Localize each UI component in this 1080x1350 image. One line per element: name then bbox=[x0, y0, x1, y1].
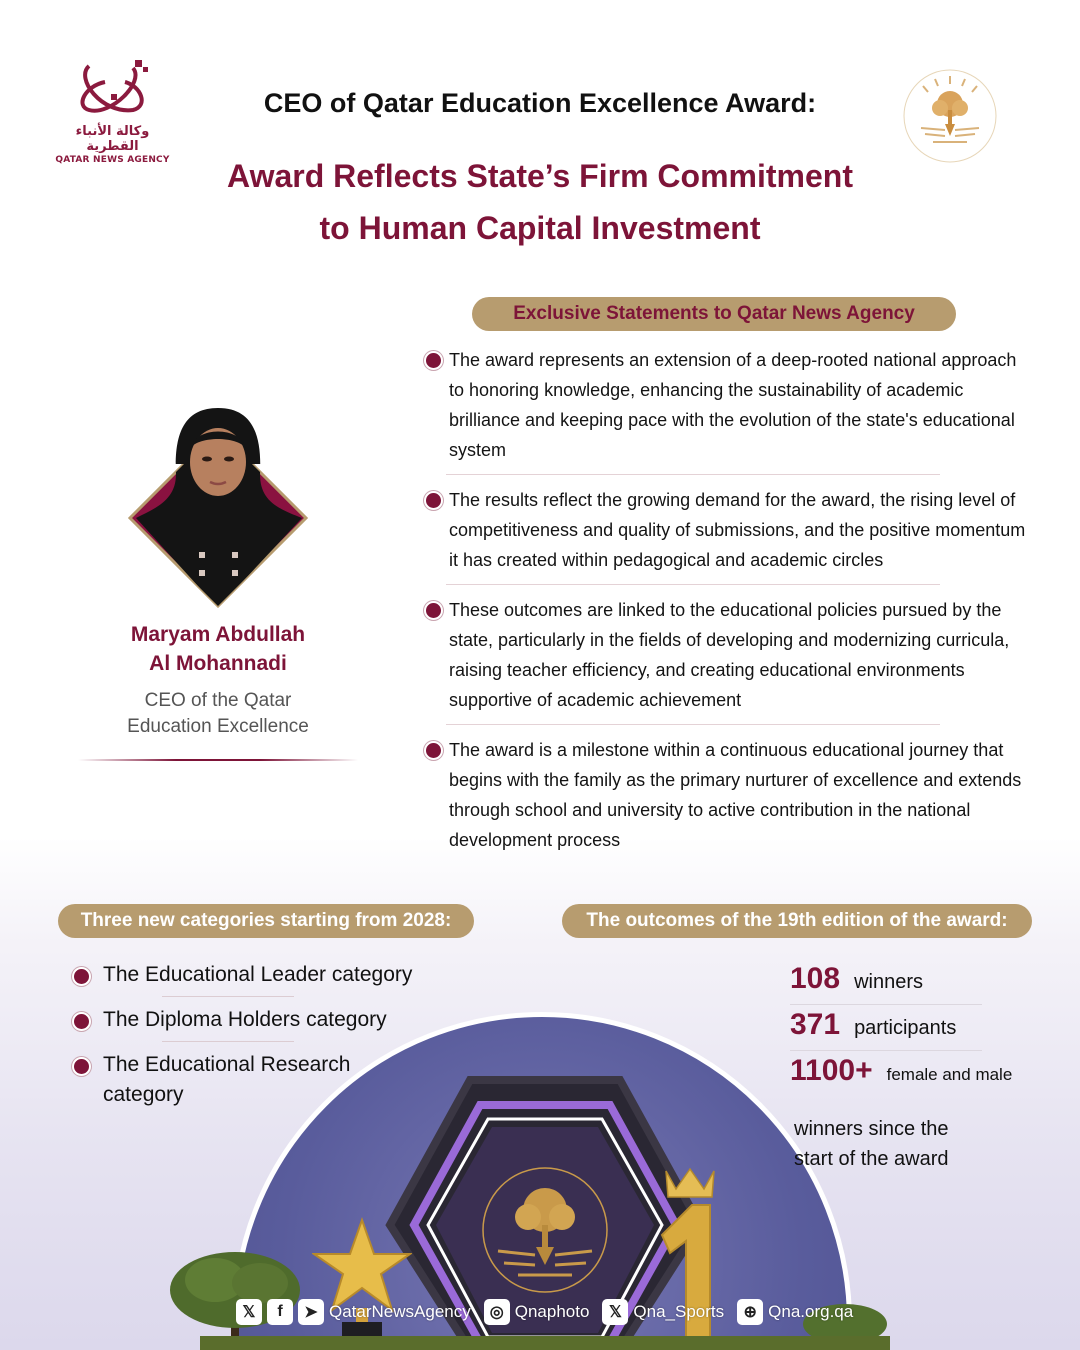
stat-value: 371 bbox=[790, 1008, 841, 1041]
category-text: The Diploma Holders category bbox=[103, 1008, 387, 1031]
bullet-icon bbox=[74, 1014, 89, 1029]
person-title bbox=[60, 688, 376, 740]
outcomes-badge: The outcomes of the 19th edition of the award: bbox=[562, 904, 1032, 938]
social-handle-qnaphoto[interactable]: Qnaphoto bbox=[514, 1302, 590, 1321]
headline-line-2: to Human Capital Investment bbox=[319, 210, 761, 246]
x-icon[interactable]: 𝕏 bbox=[602, 1299, 628, 1325]
bullet-icon bbox=[74, 969, 89, 984]
portrait-photo bbox=[126, 404, 310, 608]
statement-text: The award is a milestone within a continuous educational journey that begins with the family as the primary nurturer of excellence and extends through school and university to active contribution in the national development process bbox=[449, 740, 1022, 850]
statement-item bbox=[424, 485, 1034, 575]
statement-item bbox=[424, 735, 1034, 855]
stat-note-line-2: start of the award bbox=[794, 1148, 949, 1170]
person-name bbox=[60, 620, 376, 678]
publisher-english: QATAR NEWS AGENCY bbox=[55, 155, 170, 165]
stat-label: participants bbox=[854, 1017, 957, 1039]
kicker: CEO of Qatar Education Excellence Award: bbox=[263, 88, 817, 118]
statement-text: The results reflect the growing demand for the award, the rising level of competitiveness and quality of submissions, and the positive momentum it has created within pedagogical and academic circles bbox=[449, 490, 1026, 570]
website-link[interactable]: Qna.org.qa bbox=[768, 1302, 854, 1321]
stat-value: 1100+ bbox=[790, 1054, 873, 1087]
statement-text: The award represents an extension of a deep-rooted national approach to honoring knowledge, enhancing the sustainability of academic brilliance and keeping pace with the evolution of the state's educational system bbox=[449, 350, 1017, 460]
stat-value: 108 bbox=[790, 962, 841, 995]
stat-label: winners bbox=[854, 971, 923, 993]
category-item bbox=[70, 960, 490, 990]
category-text: The Educational Leader category bbox=[103, 963, 413, 986]
facebook-icon[interactable]: f bbox=[267, 1299, 293, 1325]
stat-note bbox=[790, 1114, 1060, 1174]
headline bbox=[0, 150, 1080, 254]
divider bbox=[446, 474, 940, 475]
bullet-icon bbox=[426, 603, 441, 618]
categories-list bbox=[70, 960, 490, 1110]
divider bbox=[790, 1050, 982, 1051]
person-title-line-2: Education Excellence bbox=[127, 716, 309, 737]
outcomes-stats bbox=[790, 962, 1060, 1174]
bullet-icon bbox=[426, 493, 441, 508]
bullet-icon bbox=[426, 353, 441, 368]
publisher-arabic: وكالة الأنباء القطرية bbox=[75, 124, 150, 154]
social-handle-qatarnewsagency[interactable]: QatarNewsAgency bbox=[329, 1302, 471, 1321]
social-footer bbox=[236, 1297, 861, 1327]
divider bbox=[78, 759, 358, 761]
bullet-icon bbox=[426, 743, 441, 758]
divider bbox=[446, 584, 940, 585]
category-text: The Educational Research category bbox=[103, 1053, 351, 1106]
statement-item bbox=[424, 595, 1034, 715]
exclusive-statements-badge: Exclusive Statements to Qatar News Agency bbox=[472, 297, 956, 331]
stat-note-line-1: winners since the bbox=[794, 1118, 949, 1140]
stat-label: female and male bbox=[886, 1065, 1013, 1084]
stat-participants bbox=[790, 1008, 1060, 1048]
divider bbox=[162, 1041, 294, 1042]
divider bbox=[790, 1004, 982, 1005]
globe-icon[interactable]: ⊕ bbox=[737, 1299, 763, 1325]
category-item bbox=[70, 1005, 490, 1035]
x-icon[interactable]: 𝕏 bbox=[236, 1299, 262, 1325]
new-categories-badge: Three new categories starting from 2028: bbox=[58, 904, 474, 938]
statement-item bbox=[424, 345, 1034, 465]
stat-winners bbox=[790, 962, 1060, 1002]
category-item bbox=[70, 1050, 390, 1110]
instagram-icon[interactable]: ◎ bbox=[484, 1299, 510, 1325]
telegram-icon[interactable]: ➤ bbox=[298, 1299, 324, 1325]
person-name-line-2: Al Mohannadi bbox=[149, 652, 287, 675]
social-handle-qna-sports[interactable]: Qna_Sports bbox=[633, 1302, 725, 1321]
person-title-line-1: CEO of the Qatar bbox=[144, 690, 292, 711]
person-name-line-1: Maryam Abdullah bbox=[130, 623, 306, 646]
headline-line-1: Award Reflects State’s Firm Commitment bbox=[227, 158, 853, 194]
stat-total-winners bbox=[790, 1054, 1060, 1094]
statement-text: These outcomes are linked to the educational policies pursued by the state, particularly in the fields of developing and modernizing curricula, raising teacher efficiency, and creating educational environments supportive of academic achievement bbox=[449, 600, 1010, 710]
divider bbox=[446, 724, 940, 725]
ground-strip bbox=[200, 1336, 890, 1350]
bullet-icon bbox=[74, 1059, 89, 1074]
divider bbox=[162, 996, 294, 997]
statements-list bbox=[424, 345, 1034, 855]
